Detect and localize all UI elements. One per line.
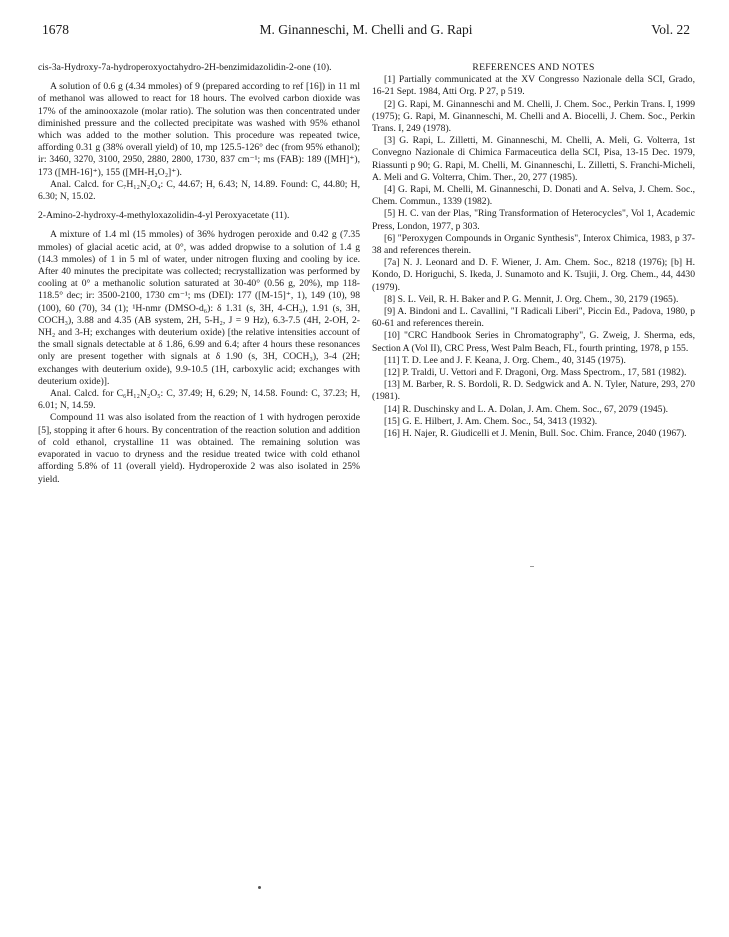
volume-label: Vol. 22 <box>651 22 690 37</box>
compound-11-procedure: A mixture of 1.4 ml (15 mmoles) of 36% hydrogen peroxide and 0.42 g (7.35 mmoles) of glacial acetic acid, at 0°, was added dropwise to a solution of 1.4 g (14.3 mmoles) of 1 in 5 ml of water, under nitrogen fluxing and cooling by ice. After 40 minutes the precipitate was collected; recrystallization was performed by cooling at 0° a methanolic solution saturated at 30-40° (0.56 g, 20%), mp 118-118.5° dec; ir: 3500-2100, 1730 cm⁻¹; ms (DEI): 177 ([M-15]⁺, 1), 149 (10), 98 (100), 60 (70), 34 (1); ¹H-nmr (DMSO-d₆): δ 1.31 (s, 3H, 4-CH₃), 1.91 (s, 3H, COCH₃), 3.88 and 4.35 (AB system, 2H, 5-H₂, J = 9 Hz), 6.3-7.5 (4H, 2-OH, 2-NH₂ and 3-H; exchanges with deuterium oxide) [the relative intensities account of the small signals detectable at δ 1.86, 6.99 and 6.4; after 4 hours these resonances only are present together with signals at δ 1.90 (s, 3H, COCH₃), 3-4 (2H; exchanges with deuterium oxide), 9.9-10.5 (1H, carboxylic acid; exchanges with deuterium oxide)]. <box>38 229 360 387</box>
reference-item: [4] G. Rapi, M. Chelli, M. Ginanneschi, D. Donati and A. Selva, J. Chem. Soc., Chem. Commun., 1339 (1982). <box>372 184 695 208</box>
reference-item: [10] "CRC Handbook Series in Chromatography", G. Zweig, J. Sherma, eds, Section A (Vol II), CRC Press, West Palm Beach, FL, fourth printing, 1978, p 155. <box>372 330 695 354</box>
reference-item: [15] G. E. Hilbert, J. Am. Chem. Soc., 54, 3413 (1932). <box>384 415 598 427</box>
reference-item: [8] S. L. Veil, R. H. Baker and P. G. Mennit, J. Org. Chem., 30, 2179 (1965). <box>384 293 679 305</box>
reference-item: [7a] N. J. Leonard and D. F. Wiener, J. Am. Chem. Soc., 8218 (1976); [b] H. Kondo, D. Horiguchi, S. Ikeda, J. Sunamoto and K. Tsujii, J. Org. Chem., 44, 4430 (1979). <box>372 257 695 293</box>
scan-speck <box>258 886 261 889</box>
experimental-column <box>38 62 360 486</box>
reference-item: [12] P. Traldi, U. Vettori and F. Dragoni, Org. Mass Spectrom., 17, 581 (1982). <box>384 367 687 379</box>
compound-10-title: cis-3a-Hydroxy-7a-hydroperoxyoctahydro-2H-benzimidazolidin-2-one (10). <box>38 62 332 73</box>
reference-item: [11] T. D. Lee and J. F. Keana, J. Org. Chem., 40, 3145 (1975). <box>384 354 626 366</box>
references-column <box>372 62 695 440</box>
compound-11-note: Compound 11 was also isolated from the reaction of 1 with hydrogen peroxide [5], stopping it after 6 hours. By concentration of the reaction solution and addition of cold ethanol, crystalline 11 was obtained. The remaining solution was evaporated in vacuo to dryness and the residue treated twice with cold ethanol affording 5.8% of 11 (overall yield). Hydroperoxide 2 was also isolated in 25% yield. <box>38 412 360 485</box>
reference-item: [13] M. Barber, R. S. Bordoli, R. D. Sedgwick and A. N. Tyler, Nature, 293, 270 (1981). <box>372 379 695 403</box>
compound-10-procedure: A solution of 0.6 g (4.34 mmoles) of 9 (prepared according to ref [16]) in 11 ml of methanol was allowed to react for 18 hours. The evolved carbon dioxide was 17% of the aminooxazole (molar ratio). The solution was then concentrated under diminished pressure and the collected precipitate was washed with 95% ethanol which was added to the mother solution. This procedure was repeated twice, affording 0.31 g (38% overall yield) of 10, mp 125.5-126° dec (from 95% ethanol); ir: 3460, 3270, 3100, 2950, 2880, 2800, 1730, 837 cm⁻¹; ms (FAB): 189 ([MH]⁺), 173 ([MH-16]⁺), 155 ([MH-H₂O₂]⁺). <box>38 81 360 178</box>
reference-item: [3] G. Rapi, L. Zilletti, M. Ginanneschi, M. Chelli, A. Meli, G. Volterra, 1st Convegno Nazionale di Chimica Farmaceutica della SCI, Pisa, 13-15 Dec. 1979, Riassunti p 90; G. Rapi, M. Chelli, M. Ginanneschi, L. Zilletti, S. Franchi-Micheli, A. Meli and G. Volterra, Chim. Ther., 20, 277 (1985). <box>372 135 695 183</box>
scan-speck <box>530 566 534 567</box>
reference-item: [1] Partially communicated at the XV Congresso Nazionale della SCI, Grado, 16-21 Sept. 1984, Atti Org. P 27, p 519. <box>372 74 695 98</box>
reference-item: [9] A. Bindoni and L. Cavallini, "I Radicali Liberi", Piccin Ed., Padova, 1980, p 60-61 and references therein. <box>372 306 695 330</box>
reference-item: [6] "Peroxygen Compounds in Organic Synthesis", Interox Chimica, 1983, p 37-38 and references therein. <box>372 232 695 257</box>
compound-10-analysis: Anal. Calcd. for C₇H₁₂N₂O₄: C, 44.67; H, 6.43; N, 14.89. Found: C, 44.80; H, 6.30; N, 15.02. <box>38 178 360 203</box>
compound-11-analysis: Anal. Calcd. for C₆H₁₂N₂O₅: C, 37.49; H, 6.29; N, 14.58. Found: C, 37.23; H, 6.01; N, 14.59. <box>38 388 360 412</box>
page-number: 1678 <box>42 22 69 37</box>
reference-item: [16] H. Najer, R. Giudicelli et J. Menin, Bull. Soc. Chim. France, 2040 (1967). <box>384 428 687 440</box>
compound-11-title: 2-Amino-2-hydroxy-4-methyloxazolidin-4-yl Peroxyacetate (11). <box>38 210 290 222</box>
running-head: M. Ginanneschi, M. Chelli and G. Rapi <box>259 22 473 37</box>
reference-item: [5] H. C. van der Plas, "Ring Transformation of Heterocycles", Vol 1, Academic Press, London, 1977, p 303. <box>372 208 695 232</box>
reference-item: [14] R. Duschinsky and L. A. Dolan, J. Am. Chem. Soc., 67, 2079 (1945). <box>384 403 669 415</box>
page-header <box>42 22 690 44</box>
references-heading: REFERENCES AND NOTES <box>472 62 595 73</box>
reference-item: [2] G. Rapi, M. Ginanneschi and M. Chelli, J. Chem. Soc., Perkin Trans. I, 1999 (1975); G. Rapi, M. Ginanneschi, M. Chelli and A. Biocelli, J. Chem. Soc., Perkin Trans. I, 249 (1978). <box>372 98 695 135</box>
